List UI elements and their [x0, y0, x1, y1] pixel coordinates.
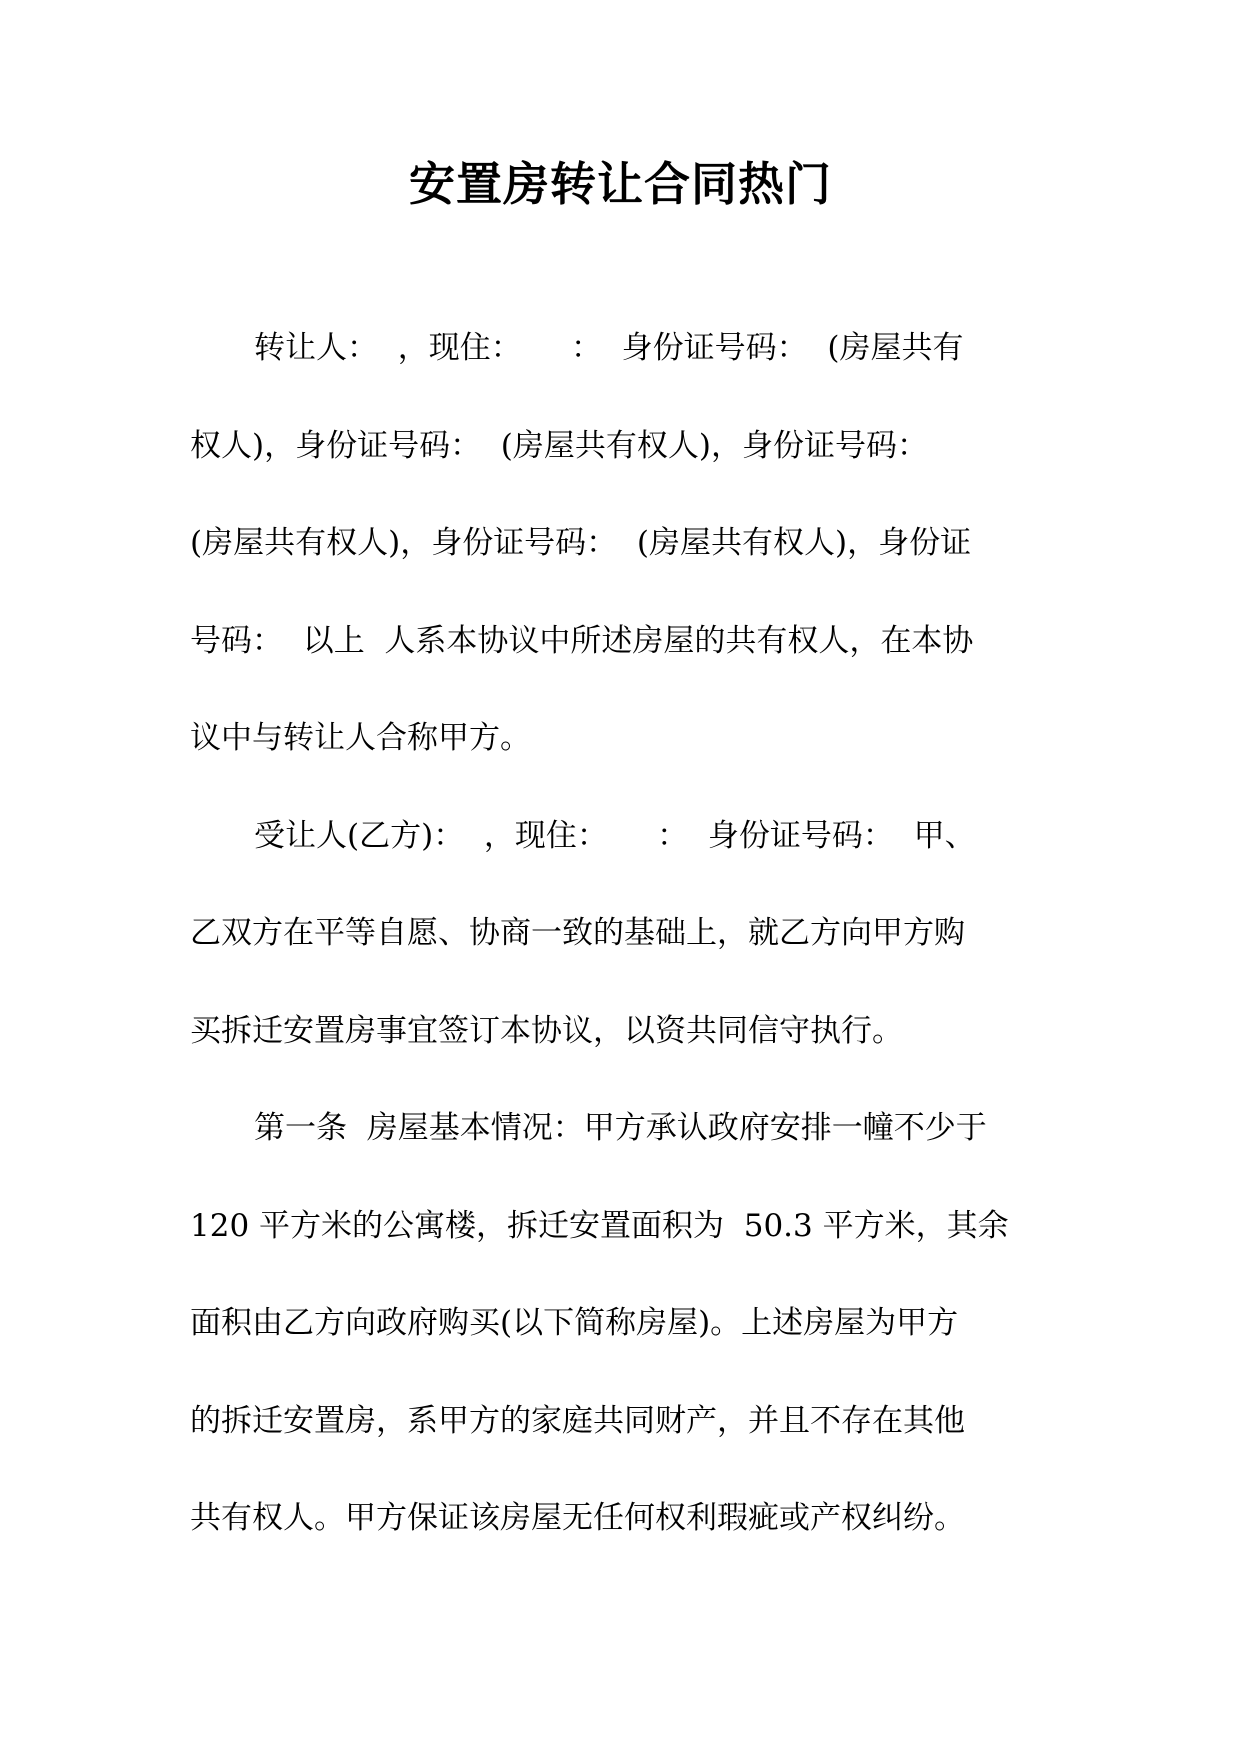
paragraph-line: 第一条 房屋基本情况：甲方承认政府安排一幢不少于 — [254, 1110, 987, 1146]
paragraph-line: 议中与转让人合称甲方。 — [190, 720, 531, 756]
paragraph-line: 转让人： ，现住： ： 身份证号码： (房屋共有 — [254, 330, 964, 366]
paragraph-line: 权人)，身份证号码： (房屋共有权人)，身份证号码： — [190, 427, 928, 464]
paragraph-line: 120 平方米的公寓楼，拆迁安置面积为 50.3 平方米，其余 — [190, 1207, 1009, 1244]
document-title: 安置房转让合同热门 — [409, 157, 832, 211]
paragraph-line: 的拆迁安置房，系甲方的家庭共同财产，并且不存在其他 — [190, 1402, 965, 1439]
paragraph-line: 共有权人。甲方保证该房屋无任何权利瑕疵或产权纠纷。 — [190, 1500, 965, 1536]
paragraph-transferee — [190, 788, 1050, 1081]
paragraph-line: 面积由乙方向政府购买(以下简称房屋)。上述房屋为甲方 — [190, 1305, 959, 1341]
paragraph-line: 买拆迁安置房事宜签订本协议，以资共同信守执行。 — [190, 1012, 903, 1049]
paragraph-line: 号码： 以上 人系本协议中所述房屋的共有权人，在本协 — [190, 622, 974, 659]
document-body — [190, 300, 1050, 1568]
paragraph-line: 乙双方在平等自愿、协商一致的基础上，就乙方向甲方购 — [190, 915, 965, 951]
paragraph-line: 受让人(乙方)： ，现住： ： 身份证号码： 甲、 — [254, 817, 976, 854]
paragraph-transferor — [190, 300, 1050, 788]
paragraph-article-one — [190, 1080, 1050, 1568]
paragraph-line: (房屋共有权人)，身份证号码： (房屋共有权人)，身份证 — [190, 525, 972, 561]
